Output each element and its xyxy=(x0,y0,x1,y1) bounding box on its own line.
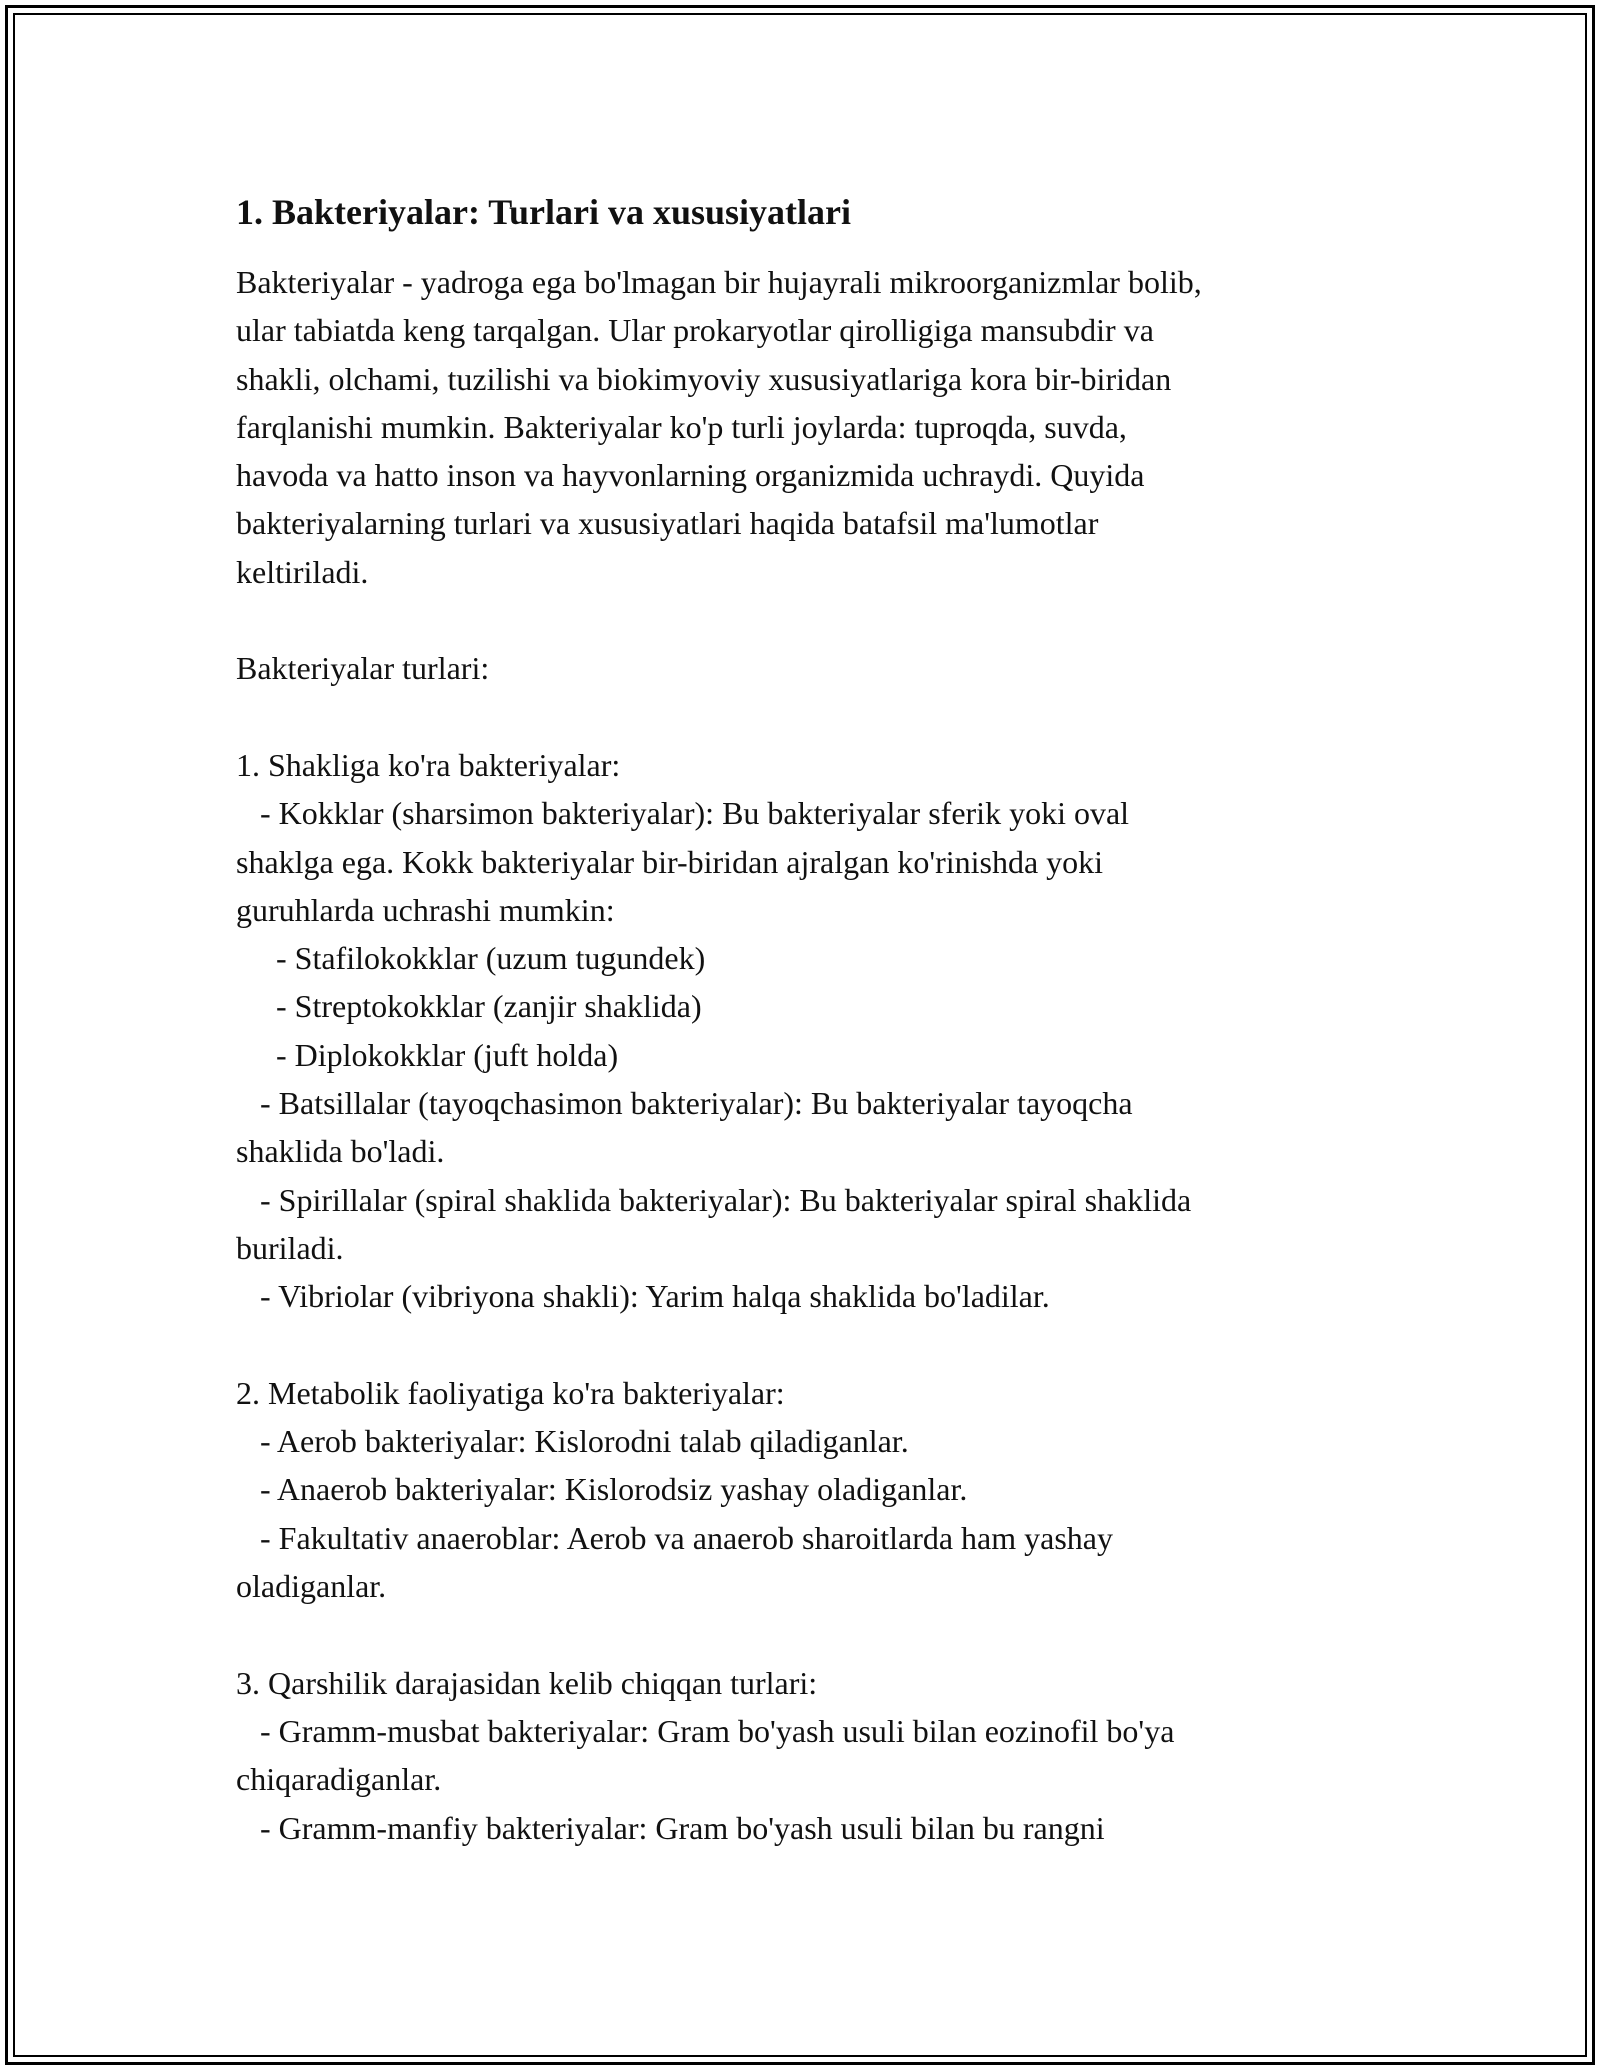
list-item: - Kokklar (sharsimon bakteriyalar): Bu bakteriyalar sferik yoki oval xyxy=(236,795,1130,832)
list-heading: 1. Shakliga ko'ra bakteriyalar: xyxy=(236,746,621,783)
blank-line xyxy=(236,596,1366,644)
sub-list-item: - Diplokokklar (juft holda) xyxy=(236,1036,619,1073)
list-item: - Gramm-musbat bakteriyalar: Gram bo'yash usuli bilan eozinofil bo'ya xyxy=(236,1712,1175,1749)
sub-list-item: - Streptokokklar (zanjir shaklida) xyxy=(236,988,702,1025)
list-item: - Aerob bakteriyalar: Kislorodni talab qiladiganlar. xyxy=(236,1423,909,1460)
text-line: Bakteriyalar - yadroga ega bo'lmagan bir hujayrali mikroorganizmlar bolib, xyxy=(236,264,1202,300)
text-line: havoda va hatto inson va hayvonlarning organizmida uchraydi. Quyida xyxy=(236,457,1145,494)
list-heading: 2. Metabolik faoliyatiga ko'ra bakteriyalar: xyxy=(236,1374,785,1411)
list-item: - Fakultativ anaeroblar: Aerob va anaerob sharoitlarda ham yashay xyxy=(236,1519,1113,1556)
text-line: shakli, olchami, tuzilishi va biokimyoviy xususiyatlariga kora bir-biridan xyxy=(236,360,1172,397)
list-item: - Batsillalar (tayoqchasimon bakteriyalar): Bu bakteriyalar tayoqcha xyxy=(236,1085,1133,1122)
list-item: - Vibriolar (vibriyona shakli): Yarim halqa shaklida bo'ladilar. xyxy=(236,1278,1050,1315)
blank-line xyxy=(236,1321,1366,1369)
text-line: farqlanishi mumkin. Bakteriyalar ko'p turli joylarda: tuproqda, suvda, xyxy=(236,408,1127,445)
blank-line xyxy=(236,1610,1366,1658)
text-line: Bakteriyalar turlari: xyxy=(236,650,490,687)
document-text xyxy=(236,258,1366,1852)
text-line: guruhlarda uchrashi mumkin: xyxy=(236,891,615,928)
section-heading: 1. Bakteriyalar: Turlari va xususiyatlari xyxy=(236,192,852,232)
text-line: buriladi. xyxy=(236,1229,344,1266)
text-line: shaklga ega. Kokk bakteriyalar bir-biridan ajralgan ko'rinishda yoki xyxy=(236,843,1104,880)
text-line: keltiriladi. xyxy=(236,553,369,590)
text-line: chiqaradiganlar. xyxy=(236,1761,442,1798)
list-item: - Gramm-manfiy bakteriyalar: Gram bo'yash usuli bilan bu rangni xyxy=(236,1809,1105,1846)
blank-line xyxy=(236,693,1366,741)
text-line: shaklida bo'ladi. xyxy=(236,1133,445,1170)
list-heading: 3. Qarshilik darajasidan kelib chiqqan turlari: xyxy=(236,1664,818,1701)
document-body xyxy=(236,188,1366,1852)
list-item: - Spirillalar (spiral shaklida bakteriyalar): Bu bakteriyalar spiral shaklida xyxy=(236,1181,1192,1218)
text-line: ular tabiatda keng tarqalgan. Ular prokaryotlar qirolligiga mansubdir va xyxy=(236,312,1154,349)
text-line: oladiganlar. xyxy=(236,1568,387,1605)
sub-list-item: - Stafilokokklar (uzum tugundek) xyxy=(236,940,706,977)
list-item: - Anaerob bakteriyalar: Kislorodsiz yashay oladiganlar. xyxy=(236,1471,968,1508)
text-line: bakteriyalarning turlari va xususiyatlari haqida batafsil ma'lumotlar xyxy=(236,505,1099,542)
